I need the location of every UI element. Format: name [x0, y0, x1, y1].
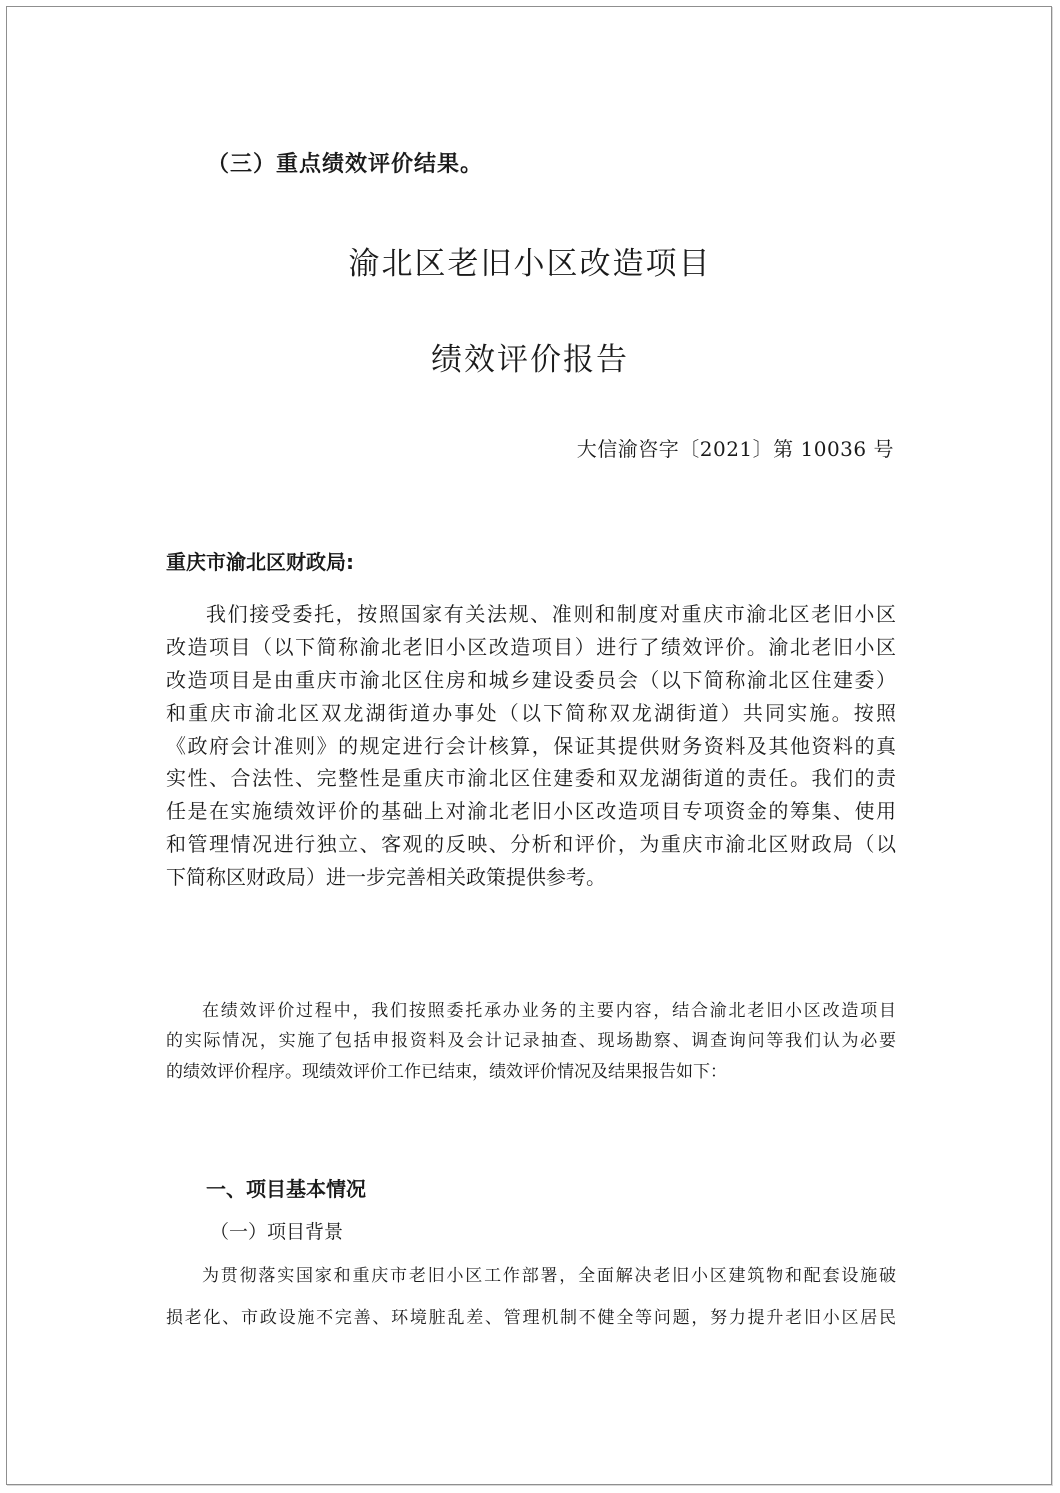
paragraph-3-line: 为贯彻落实国家和重庆市老旧小区工作部署，全面解决老旧小区建筑物和配套设施破 [202, 1266, 896, 1286]
paragraph-1 [166, 598, 896, 894]
report-title-line-2: 绩效评价报告 [431, 342, 629, 378]
reference-number: 大信渝咨字〔2021〕第 10036 号 [576, 437, 894, 461]
paragraph-2-line: 的实际情况，实施了包括申报资料及会计记录抽查、现场勘察、调查询问等我们认为必要 [166, 1031, 896, 1052]
paragraph-1-line: 改造项目是由重庆市渝北区住房和城乡建设委员会（以下简称渝北区住建委） [166, 667, 896, 692]
paragraph-1-line: 改造项目（以下简称渝北老旧小区改造项目）进行了绩效评价。渝北老旧小区 [166, 634, 896, 659]
addressee: 重庆市渝北区财政局: [166, 550, 354, 574]
paragraph-1-line: 我们接受委托，按照国家有关法规、准则和制度对重庆市渝北区老旧小区 [206, 602, 896, 626]
paragraph-1-line: 实性、合法性、完整性是重庆市渝北区住建委和双龙湖街道的责任。我们的责 [166, 766, 896, 791]
paragraph-1-line: 任是在实施绩效评价的基础上对渝北老旧小区改造项目专项资金的筹集、使用 [166, 799, 896, 824]
paragraph-1-line: 下简称区财政局）进一步完善相关政策提供参考。 [166, 865, 606, 890]
paragraph-2-line: 的绩效评价程序。现绩效评价工作已结束，绩效评价情况及结果报告如下： [166, 1061, 727, 1082]
heading-level-2: （一）项目背景 [210, 1221, 344, 1243]
paragraph-1-line: 和管理情况进行独立、客观的反映、分析和评价，为重庆市渝北区财政局（以 [166, 832, 896, 857]
paragraph-2-line: 在绩效评价过程中，我们按照委托承办业务的主要内容，结合渝北老旧小区改造项目 [202, 1001, 896, 1021]
report-title-line-1: 渝北区老旧小区改造项目 [348, 246, 712, 282]
paragraph-1-line: 《政府会计准则》的规定进行会计核算，保证其提供财务资料及其他资料的真 [166, 733, 896, 758]
heading-level-1: 一、项目基本情况 [206, 1177, 366, 1201]
paragraph-1-line: 和重庆市渝北区双龙湖街道办事处（以下简称双龙湖街道）共同实施。按照 [166, 700, 896, 725]
paragraph-3-line: 损老化、市政设施不完善、环境脏乱差、管理机制不健全等问题，努力提升老旧小区居民 [166, 1308, 896, 1328]
paragraph-3 [166, 1261, 896, 1333]
paragraph-2 [166, 996, 896, 1087]
section-heading: （三）重点绩效评价结果。 [207, 152, 484, 177]
